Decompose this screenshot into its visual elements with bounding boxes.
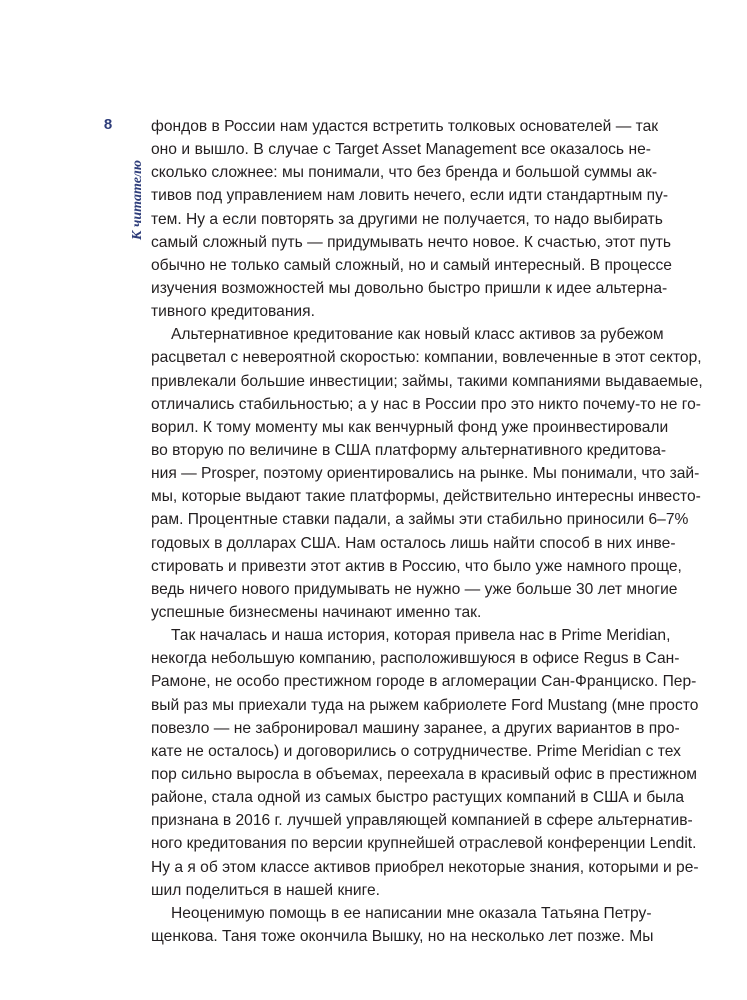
- text-line: успешные бизнесмены начинают именно так.: [151, 603, 482, 621]
- text-line: изучения возможностей мы довольно быстро пришли к идее альтерна-: [151, 279, 668, 297]
- text-line: тивов под управлением нам ловить нечего, если идти стандартным пу-: [151, 187, 669, 205]
- text-line: кате не осталось) и договорились о сотрудничестве. Prime Meridian с тех: [151, 742, 681, 760]
- text-line: ния — Prosper, поэтому ориентировались на рынке. Мы понимали, что зай-: [151, 465, 700, 483]
- paragraph-3: [151, 624, 699, 902]
- text-line: ведь ничего нового придумывать не нужно — уже больше 30 лет многие: [151, 580, 678, 598]
- text-line: годовых в долларах США. Нам осталось лишь найти способ в них инве-: [151, 534, 676, 552]
- text-line: во вторую по величине в США платформу альтернативного кредитова-: [151, 441, 667, 459]
- text-line: рам. Процентные ставки падали, а займы эти стабильно приносили 6–7%: [151, 511, 689, 529]
- text-line: расцветал с невероятной скоростью: компании, вовлеченные в этот сектор,: [151, 349, 702, 367]
- text-line: сколько сложнее: мы понимали, что без бренда и большой суммы ак-: [151, 164, 658, 182]
- paragraph-2: [151, 323, 703, 624]
- text-line: пор сильно выросла в объемах, переехала в красивый офис в престижном: [151, 765, 698, 783]
- text-line: Альтернативное кредитование как новый класс активов за рубежом: [171, 326, 664, 344]
- text-line: щенкова. Таня тоже окончила Вышку, но на несколько лет позже. Мы: [151, 927, 654, 945]
- body-text: [151, 115, 703, 948]
- text-line: оно и вышло. В случае с Target Asset Management все оказалось не-: [151, 141, 651, 159]
- paragraph-4: [151, 902, 654, 948]
- text-line: отличались стабильностью; а у нас в России про это никто почему-то не го-: [151, 395, 701, 413]
- text-line: районе, стала одной из самых быстро растущих компаний в США и была: [151, 789, 685, 807]
- text-line: повезло — не забронировал машину заранее, а других вариантов в про-: [151, 719, 680, 737]
- text-line: Так началась и наша история, которая привела нас в Prime Meridian,: [171, 627, 671, 645]
- text-line: фондов в России нам удастся встретить толковых основателей — так: [151, 118, 659, 135]
- text-line: привлекали большие инвестиции; займы, такими компаниями выдаваемые,: [151, 372, 703, 390]
- text-line: тивного кредитования.: [151, 303, 315, 321]
- running-head: К читателю: [130, 160, 145, 240]
- text-line: тем. Ну а если повторять за другими не получается, то надо выбирать: [151, 210, 663, 228]
- text-line: Ну а я об этом классе активов приобрел некоторые знания, которыми и ре-: [151, 858, 699, 876]
- text-line: самый сложный путь — придумывать нечто новое. К счастью, этот путь: [151, 233, 671, 251]
- text-line: некогда небольшую компанию, расположившуюся в офисе Regus в Сан-: [151, 650, 680, 668]
- text-line: ворил. К тому моменту мы как венчурный фонд уже проинвестировали: [151, 418, 669, 436]
- text-line: ного кредитования по версии крупнейшей отраслевой конференции Lendit.: [151, 835, 697, 853]
- page-number: 8: [103, 116, 113, 133]
- text-line: обычно не только самый сложный, но и самый интересный. В процессе: [151, 256, 672, 274]
- text-line: мы, которые выдают такие платформы, действительно интересны инвесто-: [151, 488, 701, 506]
- text-line: шил поделиться в нашей книге.: [151, 881, 380, 899]
- text-line: Рамоне, не особо престижном городе в агломерации Сан-Франциско. Пер-: [151, 673, 697, 691]
- text-line: стировать и привезти этот актив в Россию, что было уже намного проще,: [151, 557, 682, 575]
- paragraph-1: [151, 115, 672, 323]
- text-line: Неоценимую помощь в ее написании мне оказала Татьяна Петру-: [171, 904, 652, 922]
- text-line: вый раз мы приехали туда на рыжем кабриолете Ford Mustang (мне просто: [151, 696, 699, 714]
- text-line: признана в 2016 г. лучшей управляющей компанией в сфере альтернатив-: [151, 812, 693, 830]
